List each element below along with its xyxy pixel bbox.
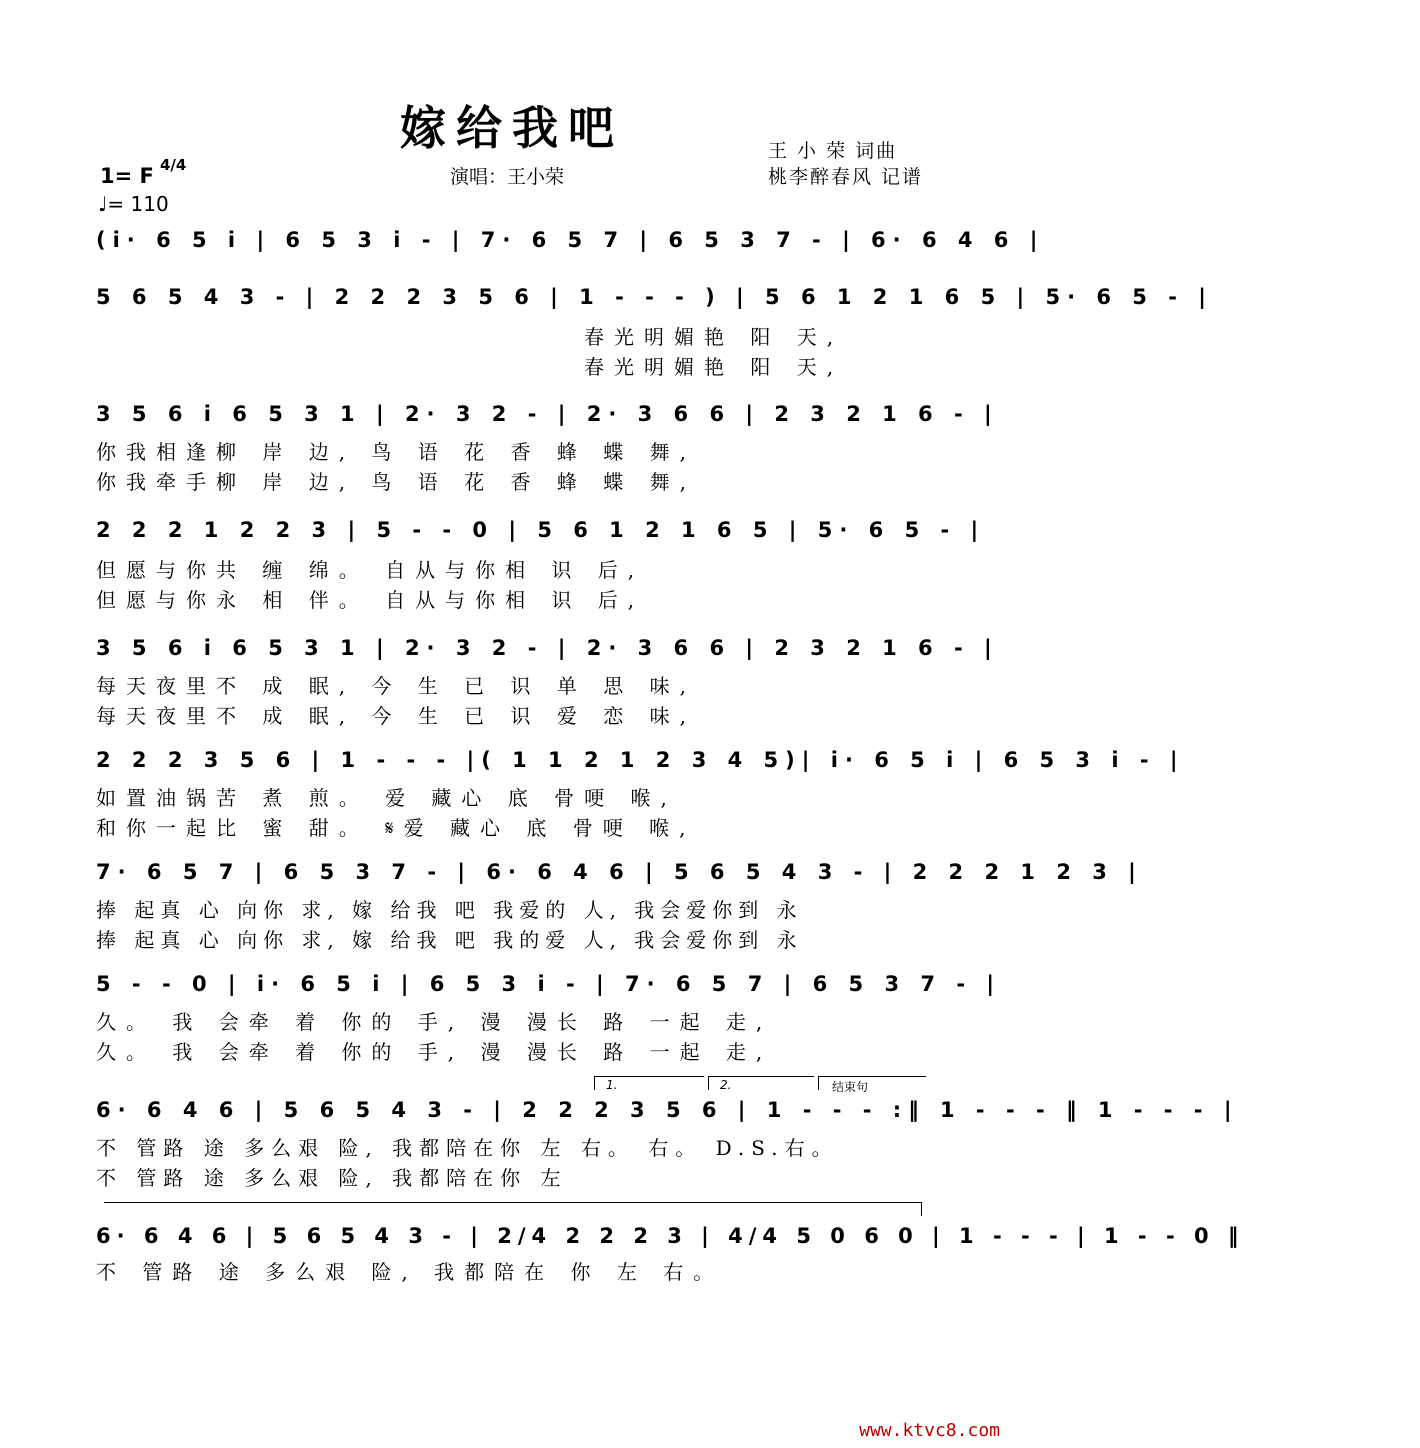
volta-ending-label: 结束句 [832,1080,869,1094]
lyric-verse-2: 和你一起比 蜜 甜。 𝄋爱 藏心 底 骨哽 喉, [96,816,696,840]
coda-bracket-tick [921,1202,922,1216]
score-row-3 [96,402,999,502]
score-row-7 [96,860,1143,960]
row-notes: 7· 6 5 7 | 6 5 3 7 - | 6· 6 4 6 | 5 6 5 4 3 - | 2 2 2 1 2 3 | [96,860,1143,884]
volta-second-label: 2. [720,1078,732,1092]
lyric-verse-2: 春光明媚艳 阳 天, [584,355,844,379]
lyric-verse-2: 每天夜里不 成 眠, 今 生 已 识 爱 恋 味, [96,704,696,728]
score-row-5 [96,636,999,736]
volta-second-line [708,1076,814,1077]
time-signature [160,157,186,173]
score-row-2 [96,285,1213,385]
lyric-verse-1: 每天夜里不 成 眠, 今 生 已 识 单 思 味, [96,674,696,698]
lyric-verse-2: 你我牵手柳 岸 边, 鸟 语 花 香 蜂 蝶 舞, [96,470,696,494]
lyric-verse-1: 不 管路 途 多么艰 险, 我都陪在你 左 右。 右。 D.S.右。 [96,1136,839,1160]
volta-ending-line [818,1076,926,1077]
website-watermark: www.ktvc8.com [859,1420,1000,1441]
lyric-verse-2: 捧 起真 心 向你 求, 嫁 给我 吧 我的爱 人, 我会爱你到 永 [96,928,803,952]
score-row-8 [96,972,1002,1072]
tempo-marking: ♩= 110 [98,192,169,216]
song-title: 嫁给我吧 [400,101,624,155]
row-notes: 2 2 2 3 5 6 | 1 - - - |( 1 1 2 1 2 3 4 5)| i· 6 5 i | 6 5 3 i - | [96,748,1185,772]
composer-credit: 王 小 荣 词曲 [768,140,898,162]
row-notes: 2 2 2 1 2 2 3 | 5 - - 0 | 5 6 1 2 1 6 5 | 5· 6 5 - | [96,518,986,542]
transcriber-credit: 桃李醉春风 记谱 [768,166,924,188]
key-signature: 1= F [100,164,154,188]
row-notes: 6· 6 4 6 | 5 6 5 4 3 - | 2/4 2 2 2 3 | 4/4 5 0 6 0 | 1 - - - | 1 - - 0 ‖ [96,1224,1245,1248]
time-signature-text: 4/4 [160,156,187,174]
lyric-verse-1: 不 管路 途 多么艰 险, 我都陪在 你 左 右。 [96,1260,724,1284]
lyric-verse-1: 但愿与你共 缠 绵。 自从与你相 识 后, [96,558,645,582]
volta-first-line [594,1076,704,1077]
volta-first-tick [594,1076,595,1090]
lyric-verse-2: 不 管路 途 多么艰 险, 我都陪在你 左 [96,1166,568,1190]
lyric-verse-1: 久。 我 会牵 着 你的 手, 漫 漫长 路 一起 走, [96,1010,773,1034]
lyric-verse-2: 久。 我 会牵 着 你的 手, 漫 漫长 路 一起 走, [96,1040,773,1064]
score-row-10 [96,1224,1245,1304]
volta-second-tick [708,1076,709,1090]
lyric-verse-2: 但愿与你永 相 伴。 自从与你相 识 后, [96,588,645,612]
score-row-9 [96,1098,1239,1198]
score-row-4 [96,518,986,618]
coda-bracket-line [104,1202,922,1203]
lyric-verse-1: 如置油锅苦 煮 煎。 爱 藏心 底 骨哽 喉, [96,786,677,810]
volta-ending-tick [818,1076,819,1090]
row-notes: 3 5 6 i 6 5 3 1 | 2· 3 2 - | 2· 3 6 6 | 2 3 2 1 6 - | [96,402,999,426]
row-notes: 5 6 5 4 3 - | 2 2 2 3 5 6 | 1 - - - ) | 5 6 1 2 1 6 5 | 5· 6 5 - | [96,285,1213,309]
lyric-verse-1: 捧 起真 心 向你 求, 嫁 给我 吧 我爱的 人, 我会爱你到 永 [96,898,803,922]
row-notes: 5 - - 0 | i· 6 5 i | 6 5 3 i - | 7· 6 5 7 | 6 5 3 7 - | [96,972,1002,996]
lyric-verse-1: 春光明媚艳 阳 天, [584,325,844,349]
row-notes: (i· 6 5 i | 6 5 3 i - | 7· 6 5 7 | 6 5 3 7 - | 6· 6 4 6 | [96,228,1045,252]
score-row-6 [96,748,1185,848]
singer-credit: 演唱：王小荣 [450,166,565,188]
lyric-verse-1: 你我相逢柳 岸 边, 鸟 语 花 香 蜂 蝶 舞, [96,440,696,464]
volta-first-label: 1. [606,1078,618,1092]
row-notes: 3 5 6 i 6 5 3 1 | 2· 3 2 - | 2· 3 6 6 | 2 3 2 1 6 - | [96,636,999,660]
score-row-1 [96,228,1045,268]
row-notes: 6· 6 4 6 | 5 6 5 4 3 - | 2 2 2 3 5 6 | 1 - - - :‖ 1 - - - ‖ 1 - - - | [96,1098,1239,1122]
